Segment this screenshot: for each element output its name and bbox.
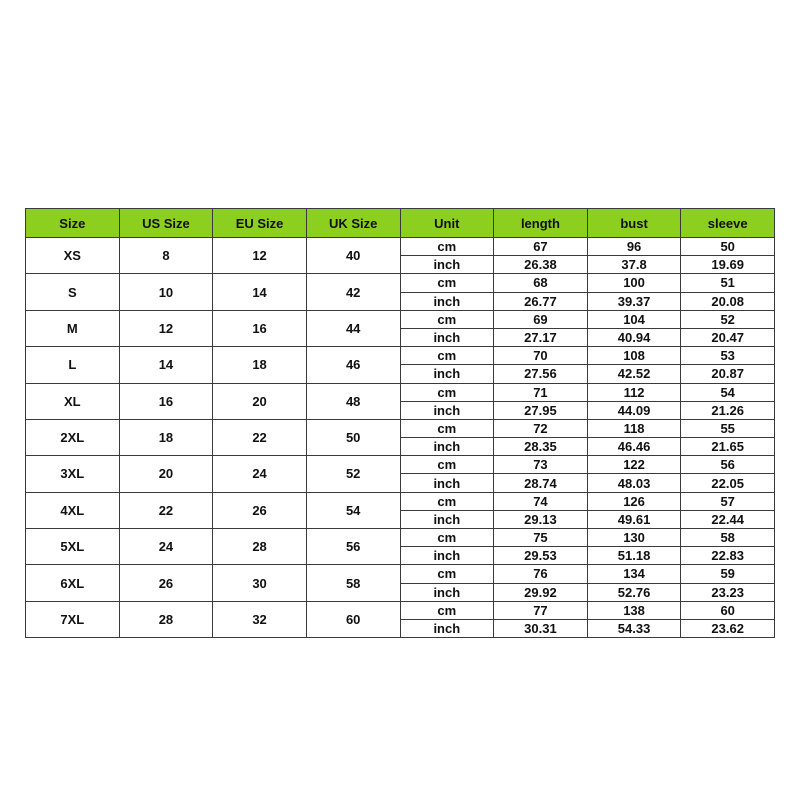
table-row: [26, 347, 775, 365]
length-cell: 30.31: [494, 619, 588, 637]
us-size-cell: 10: [119, 274, 213, 310]
unit-cell: cm: [400, 274, 494, 292]
us-size-cell: 26: [119, 565, 213, 601]
uk-size-cell: 40: [306, 238, 400, 274]
size-cell: L: [26, 347, 120, 383]
length-cell: 68: [494, 274, 588, 292]
bust-cell: 112: [587, 383, 681, 401]
length-cell: 29.13: [494, 510, 588, 528]
size-cell: 5XL: [26, 529, 120, 565]
sleeve-cell: 20.87: [681, 365, 775, 383]
size-cell: M: [26, 310, 120, 346]
header-unit: Unit: [400, 209, 494, 238]
bust-cell: 49.61: [587, 510, 681, 528]
sleeve-cell: 53: [681, 347, 775, 365]
sleeve-cell: 21.65: [681, 438, 775, 456]
unit-cell: cm: [400, 238, 494, 256]
length-cell: 70: [494, 347, 588, 365]
sleeve-cell: 19.69: [681, 256, 775, 274]
header-length: length: [494, 209, 588, 238]
unit-cell: inch: [400, 619, 494, 637]
size-chart-table: [25, 208, 775, 638]
uk-size-cell: 58: [306, 565, 400, 601]
unit-cell: cm: [400, 347, 494, 365]
header-uk-size: UK Size: [306, 209, 400, 238]
table-row: [26, 383, 775, 401]
length-cell: 67: [494, 238, 588, 256]
length-cell: 73: [494, 456, 588, 474]
length-cell: 29.92: [494, 583, 588, 601]
us-size-cell: 24: [119, 529, 213, 565]
length-cell: 28.35: [494, 438, 588, 456]
sleeve-cell: 52: [681, 310, 775, 328]
uk-size-cell: 42: [306, 274, 400, 310]
eu-size-cell: 20: [213, 383, 307, 419]
sleeve-cell: 20.08: [681, 292, 775, 310]
eu-size-cell: 24: [213, 456, 307, 492]
length-cell: 75: [494, 529, 588, 547]
length-cell: 26.38: [494, 256, 588, 274]
bust-cell: 40.94: [587, 328, 681, 346]
sleeve-cell: 20.47: [681, 328, 775, 346]
table-row: [26, 492, 775, 510]
eu-size-cell: 32: [213, 601, 307, 637]
eu-size-cell: 22: [213, 419, 307, 455]
header-us-size: US Size: [119, 209, 213, 238]
sleeve-cell: 22.44: [681, 510, 775, 528]
size-cell: 6XL: [26, 565, 120, 601]
bust-cell: 51.18: [587, 547, 681, 565]
uk-size-cell: 60: [306, 601, 400, 637]
bust-cell: 54.33: [587, 619, 681, 637]
length-cell: 27.17: [494, 328, 588, 346]
bust-cell: 134: [587, 565, 681, 583]
us-size-cell: 12: [119, 310, 213, 346]
us-size-cell: 14: [119, 347, 213, 383]
length-cell: 69: [494, 310, 588, 328]
table-row: [26, 274, 775, 292]
unit-cell: cm: [400, 419, 494, 437]
us-size-cell: 8: [119, 238, 213, 274]
sleeve-cell: 50: [681, 238, 775, 256]
sleeve-cell: 51: [681, 274, 775, 292]
sleeve-cell: 54: [681, 383, 775, 401]
unit-cell: inch: [400, 438, 494, 456]
sleeve-cell: 55: [681, 419, 775, 437]
uk-size-cell: 52: [306, 456, 400, 492]
unit-cell: inch: [400, 583, 494, 601]
bust-cell: 122: [587, 456, 681, 474]
sleeve-cell: 23.62: [681, 619, 775, 637]
unit-cell: inch: [400, 547, 494, 565]
sleeve-cell: 56: [681, 456, 775, 474]
table-row: [26, 529, 775, 547]
length-cell: 74: [494, 492, 588, 510]
bust-cell: 126: [587, 492, 681, 510]
sleeve-cell: 22.83: [681, 547, 775, 565]
uk-size-cell: 44: [306, 310, 400, 346]
bust-cell: 138: [587, 601, 681, 619]
sleeve-cell: 22.05: [681, 474, 775, 492]
bust-cell: 108: [587, 347, 681, 365]
us-size-cell: 28: [119, 601, 213, 637]
table-row: [26, 601, 775, 619]
bust-cell: 118: [587, 419, 681, 437]
bust-cell: 48.03: [587, 474, 681, 492]
size-cell: S: [26, 274, 120, 310]
unit-cell: inch: [400, 401, 494, 419]
header-row: [26, 209, 775, 238]
eu-size-cell: 30: [213, 565, 307, 601]
bust-cell: 44.09: [587, 401, 681, 419]
sleeve-cell: 60: [681, 601, 775, 619]
size-cell: 3XL: [26, 456, 120, 492]
table-row: [26, 565, 775, 583]
length-cell: 27.56: [494, 365, 588, 383]
size-cell: 4XL: [26, 492, 120, 528]
size-cell: XL: [26, 383, 120, 419]
length-cell: 26.77: [494, 292, 588, 310]
sleeve-cell: 57: [681, 492, 775, 510]
size-cell: 7XL: [26, 601, 120, 637]
eu-size-cell: 28: [213, 529, 307, 565]
uk-size-cell: 46: [306, 347, 400, 383]
unit-cell: cm: [400, 529, 494, 547]
bust-cell: 96: [587, 238, 681, 256]
us-size-cell: 20: [119, 456, 213, 492]
unit-cell: inch: [400, 474, 494, 492]
sleeve-cell: 58: [681, 529, 775, 547]
uk-size-cell: 56: [306, 529, 400, 565]
length-cell: 76: [494, 565, 588, 583]
sleeve-cell: 21.26: [681, 401, 775, 419]
length-cell: 71: [494, 383, 588, 401]
bust-cell: 37.8: [587, 256, 681, 274]
length-cell: 28.74: [494, 474, 588, 492]
unit-cell: cm: [400, 310, 494, 328]
sleeve-cell: 23.23: [681, 583, 775, 601]
unit-cell: cm: [400, 565, 494, 583]
sleeve-cell: 59: [681, 565, 775, 583]
unit-cell: inch: [400, 256, 494, 274]
length-cell: 77: [494, 601, 588, 619]
unit-cell: inch: [400, 328, 494, 346]
us-size-cell: 22: [119, 492, 213, 528]
size-chart-body: [26, 238, 775, 638]
table-row: [26, 419, 775, 437]
unit-cell: inch: [400, 365, 494, 383]
eu-size-cell: 18: [213, 347, 307, 383]
unit-cell: cm: [400, 601, 494, 619]
us-size-cell: 16: [119, 383, 213, 419]
size-cell: 2XL: [26, 419, 120, 455]
bust-cell: 46.46: [587, 438, 681, 456]
unit-cell: cm: [400, 383, 494, 401]
unit-cell: inch: [400, 292, 494, 310]
uk-size-cell: 50: [306, 419, 400, 455]
uk-size-cell: 48: [306, 383, 400, 419]
size-cell: XS: [26, 238, 120, 274]
eu-size-cell: 16: [213, 310, 307, 346]
bust-cell: 104: [587, 310, 681, 328]
bust-cell: 130: [587, 529, 681, 547]
length-cell: 29.53: [494, 547, 588, 565]
us-size-cell: 18: [119, 419, 213, 455]
header-bust: bust: [587, 209, 681, 238]
eu-size-cell: 26: [213, 492, 307, 528]
unit-cell: cm: [400, 492, 494, 510]
table-row: [26, 456, 775, 474]
bust-cell: 39.37: [587, 292, 681, 310]
header-sleeve: sleeve: [681, 209, 775, 238]
length-cell: 27.95: [494, 401, 588, 419]
table-row: [26, 310, 775, 328]
header-size: Size: [26, 209, 120, 238]
eu-size-cell: 12: [213, 238, 307, 274]
eu-size-cell: 14: [213, 274, 307, 310]
table-row: [26, 238, 775, 256]
unit-cell: cm: [400, 456, 494, 474]
header-eu-size: EU Size: [213, 209, 307, 238]
uk-size-cell: 54: [306, 492, 400, 528]
bust-cell: 42.52: [587, 365, 681, 383]
length-cell: 72: [494, 419, 588, 437]
unit-cell: inch: [400, 510, 494, 528]
bust-cell: 100: [587, 274, 681, 292]
bust-cell: 52.76: [587, 583, 681, 601]
